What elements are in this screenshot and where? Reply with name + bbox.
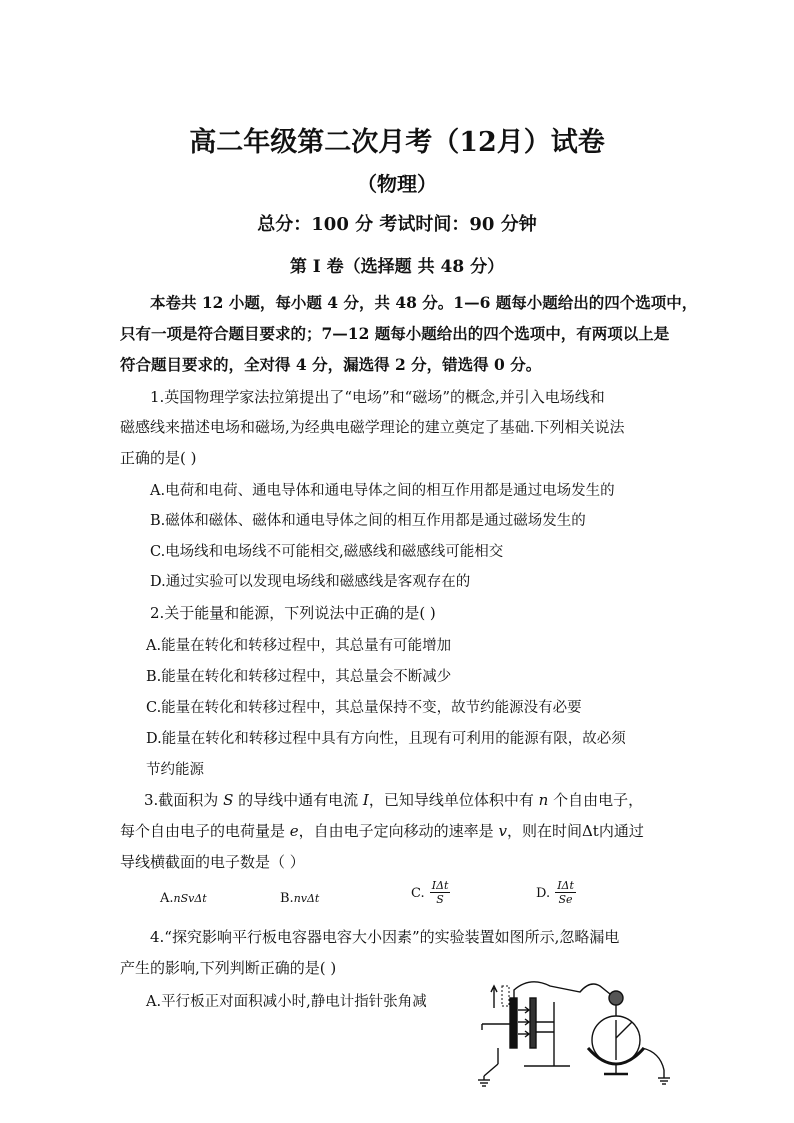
q3-stem-line-2: 每个自由电子的电荷量是 e，自由电子定向移动的速率是 v，则在时间Δt内通过: [120, 822, 644, 840]
q3-option-c-fraction: $\frac{\text{IΔt}}{S}$: [431, 879, 449, 906]
q3-option-a: A.nSvΔt: [160, 891, 207, 906]
instructions-line-2: 只有一项是符合题目要求的；7—12 题每小题给出的四个选项中，有两项以上是: [120, 324, 670, 343]
instructions-line-1: 本卷共 12 小题，每小题 4 分，共 48 分。1—6 题每小题给出的四个选项中，: [150, 293, 698, 312]
q3-option-d-fraction: $\frac{\text{IΔt}}{Se}$: [557, 879, 574, 906]
q1-stem-line-3: 正确的是( ): [120, 449, 197, 467]
exam-meta: 总分：100 分 考试时间：90 分钟: [257, 214, 537, 235]
instructions-line-3: 符合题目要求的，全对得 4 分，漏选得 2 分，错选得 0 分。: [120, 355, 542, 374]
q3-stem-line-3: 导线横截面的电子数是（ ）: [120, 853, 305, 871]
q3-stem-line-1: 3.截面积为 S 的导线中通有电流 I，已知导线单位体积中有 n 个自由电子，: [144, 791, 644, 809]
q4-stem-line-1: 4.“探究影响平行板电容器电容大小因素”的实验装置如图所示,忽略漏电: [150, 928, 620, 946]
q1-stem-line-2: 磁感线来描述电场和磁场,为经典电磁学理论的建立奠定了基础.下列相关说法: [120, 418, 625, 436]
q3-option-c: C. $\frac{\text{IΔt}}{S}$: [411, 879, 449, 906]
section-heading: 第 I 卷（选择题 共 48 分）: [289, 257, 505, 277]
q1-option-d: D.通过实验可以发现电场线和磁感线是客观存在的: [150, 574, 471, 590]
q2-option-d: D.能量在转化和转移过程中具有方向性，且现有可利用的能源有限，故必须: [146, 731, 626, 747]
exam-title: 高二年级第二次月考（12月）试卷: [189, 127, 605, 158]
q3-option-d: D. $\frac{\text{IΔt}}{Se}$: [536, 879, 574, 906]
q2-option-d-cont: 节约能源: [146, 762, 204, 778]
q1-option-b: B.磁体和磁体、磁体和通电导体之间的相互作用都是通过磁场发生的: [150, 513, 586, 529]
q2-option-c: C.能量在转化和转移过程中，其总量保持不变，故节约能源没有必要: [146, 700, 582, 716]
q2-stem: 2.关于能量和能源，下列说法中正确的是( ): [150, 604, 436, 622]
capacitor-apparatus-figure: [470, 972, 680, 1090]
q1-stem-line-1: 1.英国物理学家法拉第提出了“电场”和“磁场”的概念,并引入电场线和: [150, 388, 605, 406]
exam-subject: （物理）: [357, 172, 437, 196]
q3-option-b: B.nvΔt: [280, 891, 320, 906]
q1-option-c: C.电场线和电场线不可能相交,磁感线和磁感线可能相交: [150, 544, 504, 560]
q4-stem-line-2: 产生的影响,下列判断正确的是( ): [120, 959, 337, 977]
q4-option-a: A.平行板正对面积减小时,静电计指针张角减: [146, 994, 427, 1010]
q2-option-a: A.能量在转化和转移过程中，其总量有可能增加: [146, 638, 452, 654]
q2-option-b: B.能量在转化和转移过程中，其总量会不断减少: [146, 669, 452, 685]
q1-option-a: A.电荷和电荷、通电导体和通电导体之间的相互作用都是通过电场发生的: [150, 483, 615, 499]
